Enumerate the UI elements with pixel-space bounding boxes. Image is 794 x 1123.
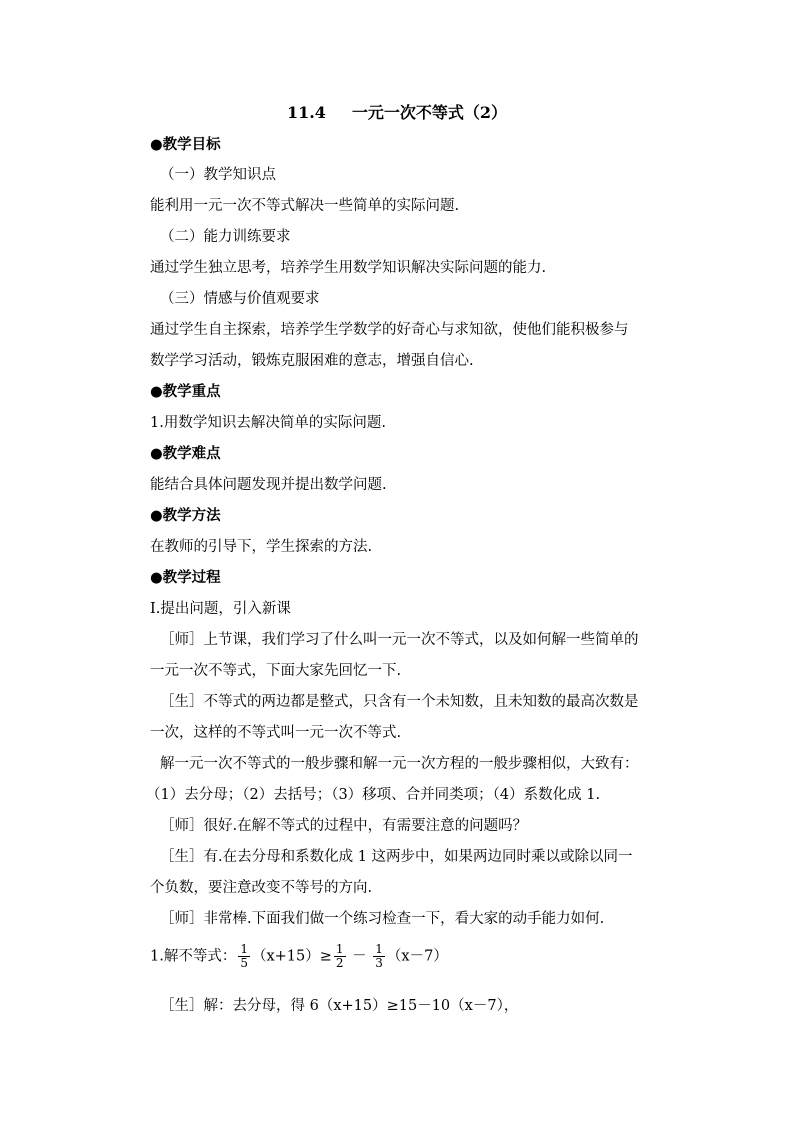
paragraph: 通过学生自主探索，培养学生学数学的好奇心与求知欲，使他们能积极参与 <box>150 322 629 338</box>
paragraph: 个负数，要注意改变不等号的方向. <box>150 880 373 896</box>
paragraph: 在教师的引导下，学生探索的方法. <box>150 539 373 555</box>
minus-sign: － <box>347 948 372 965</box>
exercise-prefix: 1.解不等式： <box>150 948 237 965</box>
fraction-one-fifth: $\frac{1}{5}$ <box>240 942 248 970</box>
paragraph: 1.用数学知识去解决简单的实际问题. <box>150 415 386 431</box>
heading-methods: ●教学方法 <box>150 507 221 524</box>
subheading-intro: Ⅰ.提出问题，引入新课 <box>150 601 291 617</box>
heading-difficulties: ●教学难点 <box>150 445 221 462</box>
paragraph: ［师］上节课，我们学习了什么叫一元一次不等式，以及如何解一些简单的 <box>160 632 639 648</box>
heading-teaching-goals: ●教学目标 <box>150 136 221 153</box>
subheading-ability: （二）能力训练要求 <box>160 229 291 245</box>
fraction-one-half: $\frac{1}{2}$ <box>335 942 344 970</box>
paragraph: 一元一次不等式，下面大家先回忆一下. <box>150 663 402 679</box>
paragraph: 一次，这样的不等式叫一元一次不等式. <box>150 725 402 741</box>
page-title <box>0 100 794 123</box>
paragraph: 通过学生独立思考，培养学生用数学知识解决实际问题的能力. <box>150 260 547 276</box>
paragraph: 能结合具体问题发现并提出数学问题. <box>150 477 387 493</box>
paragraph: 解一元一次不等式的一般步骤和解一元一次方程的一般步骤相似，大致有： <box>160 756 639 772</box>
exercise-part1: （x+15）≥ <box>251 948 332 965</box>
paragraph: 能利用一元一次不等式解决一些简单的实际问题. <box>150 198 460 214</box>
heading-key-points: ●教学重点 <box>150 383 221 400</box>
paragraph: ［生］不等式的两边都是整式，只含有一个未知数，且未知数的最高次数是 <box>160 694 639 710</box>
paragraph: （1）去分母；（2）去括号；（3）移项、合并同类项；（4）系数化成 1. <box>146 787 601 803</box>
section-number: 11.4 <box>286 103 326 122</box>
subheading-knowledge: （一）教学知识点 <box>160 167 276 183</box>
subheading-values: （三）情感与价值观要求 <box>160 291 320 307</box>
paragraph: ［师］很好.在解不等式的过程中，有需要注意的问题吗？ <box>160 818 528 834</box>
fraction-one-third: $\frac{1}{3}$ <box>375 942 383 970</box>
section-title: 一元一次不等式（2） <box>351 103 508 122</box>
paragraph: ［生］有.在去分母和系数化成 1 这两步中，如果两边同时乘以或除以同一 <box>160 849 633 865</box>
paragraph: ［师］非常棒.下面我们做一个练习检查一下，看大家的动手能力如何. <box>160 911 605 927</box>
paragraph: ［生］解：去分母，得 6（x+15）≥15－10（x－7）， <box>160 998 519 1014</box>
paragraph: 数学学习活动，锻炼克服困难的意志，增强自信心. <box>150 353 474 369</box>
exercise-part2: （x－7） <box>386 948 448 965</box>
exercise-inequality <box>150 943 448 970</box>
heading-process: ●教学过程 <box>150 569 221 586</box>
